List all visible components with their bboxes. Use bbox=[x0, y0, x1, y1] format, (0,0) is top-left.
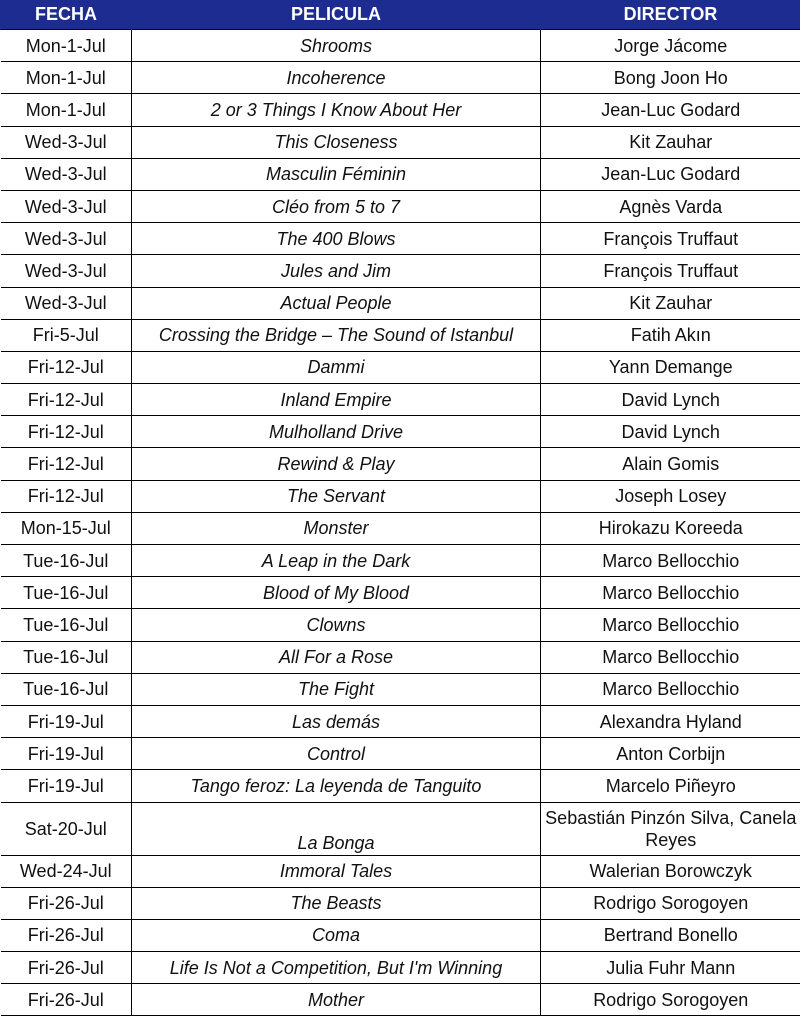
director-cell: Marco Bellocchio bbox=[541, 545, 800, 577]
film-title-cell: Las demás bbox=[132, 705, 541, 737]
director-cell: Rodrigo Sorogoyen bbox=[541, 984, 800, 1016]
date-cell: Sat-20-Jul bbox=[1, 802, 132, 855]
director-cell: Kit Zauhar bbox=[541, 287, 800, 319]
director-cell: David Lynch bbox=[541, 384, 800, 416]
date-cell: Fri-12-Jul bbox=[1, 448, 132, 480]
date-cell: Tue-16-Jul bbox=[1, 609, 132, 641]
film-title-cell: Control bbox=[132, 738, 541, 770]
date-cell: Mon-1-Jul bbox=[1, 62, 132, 94]
table-row bbox=[1, 577, 800, 609]
date-cell: Fri-19-Jul bbox=[1, 770, 132, 802]
date-cell: Fri-26-Jul bbox=[1, 887, 132, 919]
director-cell: Alexandra Hyland bbox=[541, 705, 800, 737]
film-title-cell: Incoherence bbox=[132, 62, 541, 94]
table-row bbox=[1, 984, 800, 1016]
director-cell: Alain Gomis bbox=[541, 448, 800, 480]
director-cell: Jean-Luc Godard bbox=[541, 158, 800, 190]
date-cell: Fri-12-Jul bbox=[1, 351, 132, 383]
film-title-cell: This Closeness bbox=[132, 126, 541, 158]
film-title-cell: La Bonga bbox=[132, 802, 541, 855]
date-cell: Fri-26-Jul bbox=[1, 919, 132, 951]
table-row bbox=[1, 223, 800, 255]
table-row bbox=[1, 416, 800, 448]
table-row bbox=[1, 190, 800, 222]
header-row bbox=[1, 0, 800, 30]
table-row bbox=[1, 319, 800, 351]
film-title-cell: Inland Empire bbox=[132, 384, 541, 416]
date-cell: Wed-3-Jul bbox=[1, 126, 132, 158]
director-cell: Bertrand Bonello bbox=[541, 919, 800, 951]
table-row bbox=[1, 62, 800, 94]
director-cell: Joseph Losey bbox=[541, 480, 800, 512]
director-cell: Marco Bellocchio bbox=[541, 673, 800, 705]
film-title-cell: Shrooms bbox=[132, 30, 541, 62]
date-cell: Wed-24-Jul bbox=[1, 855, 132, 887]
date-cell: Fri-19-Jul bbox=[1, 738, 132, 770]
director-cell: Kit Zauhar bbox=[541, 126, 800, 158]
table-row bbox=[1, 919, 800, 951]
date-cell: Fri-26-Jul bbox=[1, 952, 132, 984]
date-cell: Wed-3-Jul bbox=[1, 255, 132, 287]
table-row bbox=[1, 287, 800, 319]
table-row bbox=[1, 545, 800, 577]
date-cell: Mon-1-Jul bbox=[1, 94, 132, 126]
film-title-cell: The Beasts bbox=[132, 887, 541, 919]
table-row bbox=[1, 480, 800, 512]
director-cell: Hirokazu Koreeda bbox=[541, 512, 800, 544]
director-cell: Julia Fuhr Mann bbox=[541, 952, 800, 984]
director-cell: Walerian Borowczyk bbox=[541, 855, 800, 887]
header-fecha: FECHA bbox=[1, 0, 132, 30]
director-cell: Agnès Varda bbox=[541, 190, 800, 222]
director-cell: Marcelo Piñeyro bbox=[541, 770, 800, 802]
date-cell: Wed-3-Jul bbox=[1, 190, 132, 222]
table-row bbox=[1, 802, 800, 855]
table-row bbox=[1, 770, 800, 802]
table-row bbox=[1, 738, 800, 770]
film-title-cell: 2 or 3 Things I Know About Her bbox=[132, 94, 541, 126]
date-cell: Fri-12-Jul bbox=[1, 416, 132, 448]
date-cell: Tue-16-Jul bbox=[1, 577, 132, 609]
date-cell: Fri-19-Jul bbox=[1, 705, 132, 737]
table-row bbox=[1, 351, 800, 383]
film-title-cell: Rewind & Play bbox=[132, 448, 541, 480]
date-cell: Fri-26-Jul bbox=[1, 984, 132, 1016]
film-title-cell: Dammi bbox=[132, 351, 541, 383]
table-row bbox=[1, 30, 800, 62]
date-cell: Mon-1-Jul bbox=[1, 30, 132, 62]
header-director: DIRECTOR bbox=[541, 0, 800, 30]
film-title-cell: The Servant bbox=[132, 480, 541, 512]
director-cell: Rodrigo Sorogoyen bbox=[541, 887, 800, 919]
film-title-cell: Immoral Tales bbox=[132, 855, 541, 887]
director-cell: Marco Bellocchio bbox=[541, 641, 800, 673]
film-title-cell: Actual People bbox=[132, 287, 541, 319]
director-cell: Anton Corbijn bbox=[541, 738, 800, 770]
director-cell: Fatih Akın bbox=[541, 319, 800, 351]
film-title-cell: Mother bbox=[132, 984, 541, 1016]
table-row bbox=[1, 673, 800, 705]
table-row bbox=[1, 255, 800, 287]
date-cell: Wed-3-Jul bbox=[1, 223, 132, 255]
director-cell: François Truffaut bbox=[541, 255, 800, 287]
director-cell: Jean-Luc Godard bbox=[541, 94, 800, 126]
table-row bbox=[1, 126, 800, 158]
film-title-cell: Tango feroz: La leyenda de Tanguito bbox=[132, 770, 541, 802]
director-cell: Jorge Jácome bbox=[541, 30, 800, 62]
director-cell: Marco Bellocchio bbox=[541, 609, 800, 641]
table-row bbox=[1, 705, 800, 737]
film-title-cell: Monster bbox=[132, 512, 541, 544]
director-cell: François Truffaut bbox=[541, 223, 800, 255]
film-title-cell: Life Is Not a Competition, But I'm Winning bbox=[132, 952, 541, 984]
date-cell: Mon-15-Jul bbox=[1, 512, 132, 544]
table-row bbox=[1, 887, 800, 919]
table-row bbox=[1, 641, 800, 673]
date-cell: Fri-12-Jul bbox=[1, 384, 132, 416]
header-pelicula: PELICULA bbox=[132, 0, 541, 30]
date-cell: Tue-16-Jul bbox=[1, 673, 132, 705]
film-title-cell: A Leap in the Dark bbox=[132, 545, 541, 577]
director-cell: Marco Bellocchio bbox=[541, 577, 800, 609]
date-cell: Fri-5-Jul bbox=[1, 319, 132, 351]
date-cell: Wed-3-Jul bbox=[1, 287, 132, 319]
date-cell: Fri-12-Jul bbox=[1, 480, 132, 512]
table-row bbox=[1, 384, 800, 416]
film-title-cell: Blood of My Blood bbox=[132, 577, 541, 609]
film-title-cell: All For a Rose bbox=[132, 641, 541, 673]
film-title-cell: Clowns bbox=[132, 609, 541, 641]
film-title-cell: The Fight bbox=[132, 673, 541, 705]
date-cell: Tue-16-Jul bbox=[1, 641, 132, 673]
director-cell: Bong Joon Ho bbox=[541, 62, 800, 94]
film-title-cell: The 400 Blows bbox=[132, 223, 541, 255]
table-row bbox=[1, 94, 800, 126]
date-cell: Tue-16-Jul bbox=[1, 545, 132, 577]
date-cell: Wed-3-Jul bbox=[1, 158, 132, 190]
director-cell: David Lynch bbox=[541, 416, 800, 448]
director-cell: Sebastián Pinzón Silva, Canela Reyes bbox=[541, 802, 800, 855]
film-title-cell: Jules and Jim bbox=[132, 255, 541, 287]
table-row bbox=[1, 448, 800, 480]
table-row bbox=[1, 609, 800, 641]
director-cell: Yann Demange bbox=[541, 351, 800, 383]
table-header bbox=[1, 0, 800, 30]
film-title-cell: Cléo from 5 to 7 bbox=[132, 190, 541, 222]
table-row bbox=[1, 512, 800, 544]
table-body bbox=[1, 30, 800, 1016]
table-row bbox=[1, 952, 800, 984]
film-title-cell: Masculin Féminin bbox=[132, 158, 541, 190]
film-title-cell: Coma bbox=[132, 919, 541, 951]
film-title-cell: Mulholland Drive bbox=[132, 416, 541, 448]
film-title-cell: Crossing the Bridge – The Sound of Istanbul bbox=[132, 319, 541, 351]
table-row bbox=[1, 158, 800, 190]
table-row bbox=[1, 855, 800, 887]
